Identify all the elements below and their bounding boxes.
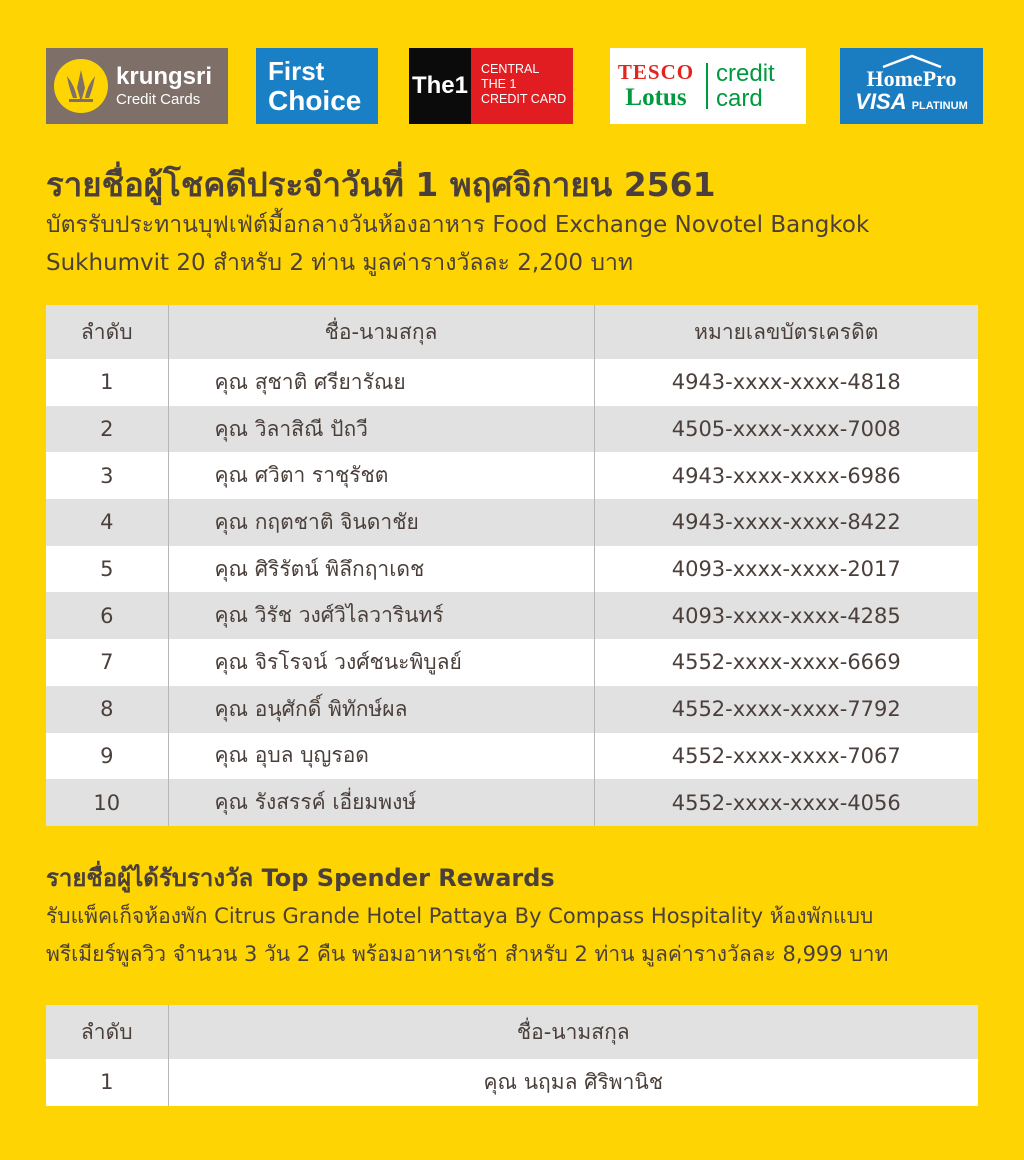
table-row [46,499,978,546]
tesco-top: TESCO [617,60,695,84]
table-row [46,733,978,780]
table-row [46,359,978,406]
krungsri-name: krungsri [116,63,213,90]
header-name: ชื่อ-นามสกุล [168,305,594,359]
visa-text: VISA [855,89,907,114]
firstchoice-line1: First [268,56,325,86]
top-spender-title: รายชื่อผู้ได้รับรางวัล Top Spender Rewards [46,864,555,892]
row-num: 3 [46,452,168,499]
firstchoice-logo [256,48,378,124]
row-name: คุณ กฤตชาติ จินดาชัย [168,499,594,546]
header-card: หมายเลขบัตรเครดิต [594,305,978,359]
platinum-text: PLATINUM [911,100,968,112]
row-num: 1 [46,359,168,406]
the1-mark: The1 [409,48,471,124]
top-spender-description [46,897,1006,973]
krungsri-emblem-icon [54,59,108,113]
tesco-credit: credit [716,60,775,87]
row-num: 10 [46,779,168,826]
row-name: คุณ ศวิตา ราชุรัชต [168,452,594,499]
row-name: คุณ จิรโรจน์ วงศ์ชนะพิบูลย์ [168,639,594,686]
tesco-bottom: Lotus [625,84,687,111]
table-row [46,592,978,639]
table-row [46,406,978,453]
row-name: คุณ ศิริรัตน์ พิลึกฤาเดช [168,546,594,593]
row-name: คุณ วิรัช วงศ์วิไลวารินทร์ [168,592,594,639]
header-name: ชื่อ-นามสกุล [168,1005,978,1059]
row-card: 4505-xxxx-xxxx-7008 [594,406,978,453]
row-card: 4093-xxxx-xxxx-2017 [594,546,978,593]
winners-title: รายชื่อผู้โชคดีประจำวันที่ 1 พฤศจิกายน 2561 [46,165,716,204]
row-num: 4 [46,499,168,546]
row-num: 8 [46,686,168,733]
table-row [46,452,978,499]
row-name: คุณ วิลาสิณี ปัถวี [168,406,594,453]
header-num: ลำดับ [46,1005,168,1059]
top-spender-desc-line2: พรีเมียร์พูลวิว จำนวน 3 วัน 2 คืน พร้อมอาหารเช้า สำหรับ 2 ท่าน มูลค่ารางวัลละ 8,999 บาท [46,942,889,966]
table-row [46,639,978,686]
header-num: ลำดับ [46,305,168,359]
winners-table [46,305,978,826]
row-card: 4552-xxxx-xxxx-7792 [594,686,978,733]
firstchoice-line2: Choice [268,85,362,116]
table-row [46,686,978,733]
row-num: 7 [46,639,168,686]
table-row [46,1059,978,1106]
table-header-row [46,305,978,359]
tesco-lotus-logo [610,48,806,124]
the1-line2: THE 1 [481,77,517,91]
top-spender-desc-line1: รับแพ็คเก็จห้องพัก Citrus Grande Hotel Pattaya By Compass Hospitality ห้องพักแบบ [46,904,874,928]
row-name: คุณ อุบล บุญรอด [168,733,594,780]
winners-desc-line2: Sukhumvit 20 สำหรับ 2 ท่าน มูลค่ารางวัลละ 2,200 บาท [46,250,634,276]
row-num: 1 [46,1059,168,1106]
row-num: 5 [46,546,168,593]
krungsri-sub: Credit Cards [116,91,201,108]
table-header-row [46,1005,978,1059]
row-name: คุณ อนุศักดิ์ พิทักษ์ผล [168,686,594,733]
row-num: 9 [46,733,168,780]
row-card: 4943-xxxx-xxxx-8422 [594,499,978,546]
table-row [46,779,978,826]
table-row [46,546,978,593]
krungsri-logo [46,48,228,124]
tesco-card: card [716,85,763,112]
row-card: 4943-xxxx-xxxx-4818 [594,359,978,406]
row-card: 4552-xxxx-xxxx-7067 [594,733,978,780]
row-name: คุณ สุชาติ ศรียารัณย [168,359,594,406]
tesco-divider [706,63,708,109]
row-name: คุณ นฤมล ศิริพานิช [168,1059,978,1106]
the1-logo [409,48,573,124]
row-name: คุณ รังสรรค์ เอี่ยมพงษ์ [168,779,594,826]
the1-line1: CENTRAL [481,62,540,76]
homepro-visa-logo [840,48,983,124]
the1-line3: CREDIT CARD [481,92,567,106]
row-num: 6 [46,592,168,639]
top-spender-table [46,1005,978,1106]
row-card: 4552-xxxx-xxxx-4056 [594,779,978,826]
row-card: 4552-xxxx-xxxx-6669 [594,639,978,686]
winners-description [46,206,1006,282]
row-card: 4943-xxxx-xxxx-6986 [594,452,978,499]
winners-desc-line1: บัตรรับประทานบุฟเฟ่ต์มื้อกลางวันห้องอาหาร Food Exchange Novotel Bangkok [46,212,870,238]
row-card: 4093-xxxx-xxxx-4285 [594,592,978,639]
row-num: 2 [46,406,168,453]
homepro-name: HomePro [866,66,957,91]
